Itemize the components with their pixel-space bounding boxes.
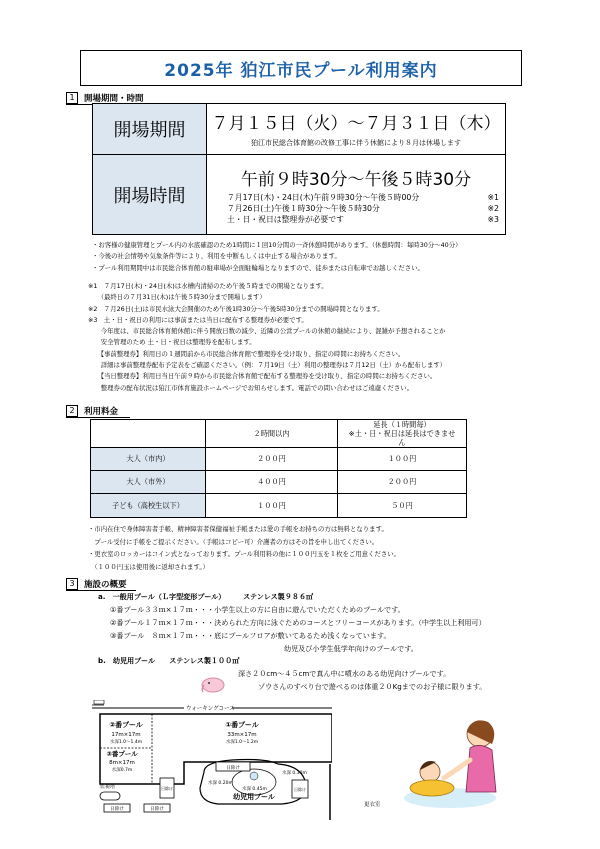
note-line: 安全管理のため 土・日・祝日は整理券を配布します。 (88, 338, 256, 347)
section1-number: 1 (66, 92, 78, 104)
table-row (91, 494, 467, 518)
facility-b-item: ゾウさんのすべり台で遊べるのは体重２０Kgまでのお子様に限ります。 (258, 682, 487, 691)
facility-a-item: ①番プール３３ｍ×１７ｍ・・・小学生以上の方に自由に遊んでいただくためのプールです。 (110, 605, 405, 614)
hours-label: 開場時間 (93, 155, 207, 235)
watch-tower-label: 監視塔 (100, 784, 116, 790)
swimmers-illustration (400, 712, 510, 812)
period-label: 開場期間 (93, 104, 207, 155)
fee-col-header (338, 420, 467, 448)
note-line: ※3 土・日・祝日の利用には事前または当日に配布する整理券が必要です。 (88, 315, 308, 324)
hours-note-mark: ※3 (487, 214, 499, 224)
sunshade-label: 日除け (161, 786, 173, 791)
hours-note-text: ７月17日(木)・24日(木)午前９時30分～午後５時00分 (227, 192, 420, 202)
infant-depth-020: 水深 0.20m (208, 781, 233, 786)
fee-ext-value: ５０円 (338, 494, 467, 518)
fountain-icon (250, 772, 258, 780)
fee-value: ２００円 (206, 448, 338, 471)
pool3-size: 8m×17m (109, 760, 135, 766)
note-line: （最終日の７月31日(木)は午後５時30分まで開場します） (88, 293, 266, 302)
note-line: （１００円玉は使用後に返却されます。） (88, 562, 209, 571)
float-ring (410, 780, 454, 796)
pool3-label: ③番プール (106, 750, 138, 758)
note-line: ※2 ７月26日(土)は市民水泳大会開催のため午後1時30分～午後5時30分までの開場時間となります。 (88, 304, 384, 313)
note-line: 詳細は事前整理券配布予定表をご確認ください。（例：７月19日（土）利用の整理券は７月12日（土）から配布します） (88, 361, 447, 370)
section3-title: 施設の概要 (84, 580, 127, 590)
note-line: ・プール利用期間中は市民総合体育館の駐車場が全面駐輪場となりますので、徒歩または自転車でお越しください。 (92, 263, 424, 272)
pool1-depth: 水深1.0～1.2m (225, 740, 259, 745)
fee-value: ４００円 (206, 471, 338, 494)
facility-a-title: a. 一般用プール（Ｌ字型変形プール） ステンレス製９８６㎡ (98, 592, 314, 601)
table-row (91, 471, 467, 494)
walking-course (92, 700, 184, 708)
fee-col2-line2: ※土・日・祝日は延長はできませ (348, 429, 456, 438)
section2-number: 2 (66, 405, 78, 417)
infant-depth-045: 水深 0.45m (242, 787, 267, 792)
note-line: プール受付に手帳をご提示ください。（手帳はコピー可）介護者の方はその旨を申し出てください。 (88, 537, 379, 546)
hours-notes (207, 190, 505, 229)
fee-corner (91, 420, 206, 448)
facility-b-title: b. 幼児用プール ステンレス製１００㎡ (98, 656, 240, 665)
fee-ext-value: １００円 (338, 448, 467, 471)
hours-note-row (227, 192, 499, 203)
section2-title: 利用料金 (84, 407, 119, 417)
note-line: ・今後の社会情勢や気象条件等により、利用を中断もしくは中止する場合があります。 (92, 252, 341, 261)
pool2-depth: 水深1.0～1.4m (109, 740, 143, 745)
sunshade-label: 日除け (294, 787, 306, 792)
general-notes (92, 240, 462, 274)
note-line: 整理券の配布状況は狛江市体育施設ホームページでお知らせします。電話での問い合わせはご遠慮ください。 (88, 383, 414, 392)
fee-value: １００円 (206, 494, 338, 518)
facility-a-item: 幼児及び小学生低学年向けのプールです。 (284, 644, 418, 653)
section2-heading (66, 405, 118, 417)
adult-swimsuit (466, 745, 496, 792)
sunshade-label: 日除け (226, 766, 240, 771)
pool1-label: ①番プール (225, 721, 259, 729)
section1-title: 開場期間・時間 (84, 94, 144, 104)
facility-map (92, 700, 332, 820)
sunshade-label: 日除け (110, 807, 124, 812)
changing-room-label: 更衣室 (364, 802, 381, 808)
note-line: ・更衣室のロッカーはコイン式となっております。プール利用料の他に１００円玉を１枚をご用意ください。 (88, 550, 400, 558)
infant-depth-030: 水深 0.30m (282, 771, 307, 776)
facility-a (98, 590, 486, 655)
period-cell (207, 104, 506, 155)
hours-note-row (227, 214, 499, 225)
facility-a-item: ②番プール１７ｍ×１７ｍ・・・決められた方向に泳ぐためのコースとフリーコースがあります。（中学生以上利用可） (110, 618, 486, 627)
note-line: ※1 ７月17日(木)・24日(木)は水槽内清掃のため午後５時までの開場となります。 (88, 282, 328, 290)
pool3-depth: 水深0.7m (111, 768, 133, 773)
fee-col2-line1: 延長（１時間毎） (373, 420, 431, 429)
hours-note-text: 土・日・祝日は整理券が必要です (227, 214, 344, 224)
fee-ext-value: ２００円 (338, 471, 467, 494)
watch-tower (100, 792, 120, 800)
pool2-size: 17m×17m (111, 732, 141, 738)
pool2-label: ②番プール (109, 721, 143, 729)
infant-pool-label: 幼児用プール (233, 793, 275, 801)
period-note: 狛江市民総合体育館の改修工事に伴う休館により８月は休場します (251, 138, 461, 147)
facility-a-item: ③番プール ８ｍ×１７ｍ・・・底にプールフロアが敷いてあるため浅くなっています。 (110, 631, 391, 640)
section3-heading (66, 578, 127, 590)
facility-b (98, 654, 486, 693)
table-row (91, 448, 467, 471)
elephant-slide-icon (200, 675, 226, 693)
fee-notes (88, 523, 400, 573)
note-line: 【当日整理券】利用日当日午前９時から市民総合体育館で配布する整理券を受け取り、指定の時間にお持ちください。 (88, 372, 437, 381)
title-box (80, 50, 522, 86)
asterisk-notes (88, 281, 446, 394)
sunshade-label: 日除け (150, 807, 164, 812)
facility-b-item: 深さ２０cm～４５cmで真ん中に噴水のある幼児向けプールです。 (238, 669, 451, 678)
fee-row-label: 大人（市内） (91, 448, 206, 471)
note-line: ・お客様の健康管理とプール内の水底確認のため1時間に１回10分間の一斉休憩時間があります。（休憩時間：毎時30分～40分） (92, 241, 462, 249)
period-table (92, 103, 506, 235)
fee-col2-line3: ん (398, 438, 406, 447)
pool1-size: 33m×17m (227, 732, 257, 738)
hours-note-mark: ※2 (487, 203, 499, 213)
note-line: ・市内在住で身体障害者手帳、精神障害者保健福祉手帳または愛の手帳をお持ちの方は無料となります。 (88, 525, 388, 533)
walking-course-label: ウォーキングコース (186, 706, 235, 712)
page-title: 2025年 狛江市民プール利用案内 (164, 60, 438, 81)
fee-row-label: 子ども（高校生以下） (91, 494, 206, 518)
section3-number: 3 (66, 578, 78, 590)
fee-table (90, 419, 467, 518)
hours-note-row (227, 203, 499, 214)
hours-cell (207, 155, 506, 235)
period-value: ７月１５日（火）～７月３１日（木） (211, 113, 501, 134)
note-line: 今年度は、市民総合体育館休館に伴う開放日数の減少、近隣の公営プールの休館の継続により、混雑が予想されることか (88, 327, 446, 336)
section2-underline (66, 417, 130, 418)
hours-value: 午前９時30分～午後５時30分 (240, 169, 472, 190)
fee-row-label: 大人（市外） (91, 471, 206, 494)
fee-col-header: ２時間以内 (206, 420, 338, 448)
hours-note-mark: ※1 (487, 192, 499, 202)
note-line: 【事前整理券】利用日の１週間前から市民総合体育館で整理券を受け取り、指定の時間にお持ちください。 (88, 349, 405, 358)
hours-note-text: ７月26日(土)午後１時30分～午後５時30分 (227, 203, 380, 213)
